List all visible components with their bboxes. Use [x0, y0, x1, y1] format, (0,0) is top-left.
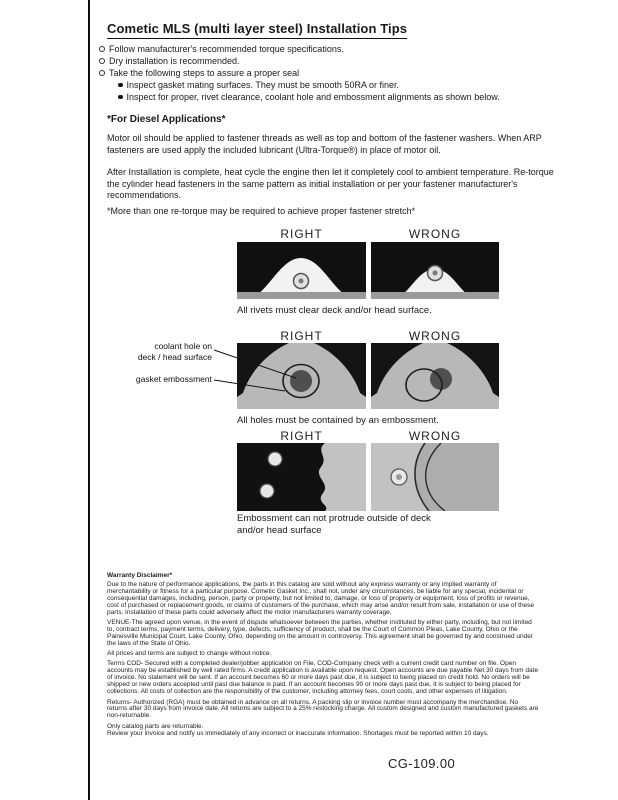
wrong-label: WRONG — [408, 227, 462, 241]
list-item — [99, 43, 500, 55]
legal-paragraph: Terms COD- Secured with a completed dealer/jobber application on File, COD-Company check with a current credit card number on file. Open accounts may be established by well rated firms. A credit application is available upon request. Open accounts are due payable Net 30 days from date of invoice. No statement will be sent. If an account becomes 60 or more days past due, it is subject to being placed on credit hold. No orders will be shipped or new orders accepted until past due balance is paid. If an account becomes 90 or more days past due, it is subject to being placed for collections. All costs of collection are the responsibility of the customer, including attorney fees, court costs, and other expenses of litigation. — [107, 660, 539, 696]
callout-text: coolant hole on — [154, 341, 212, 351]
rivet-right-diagram — [237, 242, 366, 299]
legal-paragraph: VENUE-The agreed upon venue, in the event of dispute whatsoever between the parties, whether instituted by either party, including, but not limited to, contract terms, payment terms, delivery, type, defects, sufficiency of product, shall be the Court of Common Pleas, Lake County, Ohio or the Painesville Municipal Court, Lake County, Ohio, depending on the amount in controversy. This agreement shall be governed by and construed under the laws of the State of Ohio. — [107, 618, 534, 647]
list-item — [99, 91, 500, 103]
retorque-note: *More than one re-torque may be required to achieve proper fastener stretch* — [107, 206, 416, 216]
open-bullet-icon — [99, 58, 105, 64]
open-bullet-icon — [99, 70, 105, 76]
coolant-wrong-diagram — [371, 343, 499, 409]
document-number: CG-109.00 — [388, 756, 456, 771]
legal-paragraph: All prices and terms are subject to change without notice. — [107, 650, 272, 658]
page-title: Cometic MLS (multi layer steel) Installation Tips — [107, 21, 407, 39]
right-label: RIGHT — [280, 429, 323, 443]
tip-text: Follow manufacturer's recommended torque specifications. — [109, 44, 344, 54]
embossment-wrong-diagram — [371, 443, 499, 511]
right-label: RIGHT — [280, 227, 323, 241]
bullet-icon — [118, 95, 123, 100]
legal-paragraph: Due to the nature of performance applications, the parts in this catalog are sold without any express warranty or any implied warranty of merchantability or fitness for a particular purpose. Cometic Gasket Inc., shall not, under any circumstances, be liable for any special, incidental or consequential damages, including, person, party or property, but not limited to, damage, or loss of property or equipment, loss of profits or revenue, cost of purchased or replacement goods, or claims of customers of the purchase, which may arise and/or result from sale, installation or use of these parts. Installation of these parts could adversely affect the motor manufacturers warranty coverage. — [107, 580, 535, 616]
bullet-icon — [118, 83, 123, 88]
tip-text: Inspect for proper, rivet clearance, coolant hole and embossment alignments as shown below. — [126, 92, 500, 102]
legal-paragraph: Returns- Authorized (RGA) must be obtained in advance on all returns. A packing slip or invoice number must accompany the merchandise. No returns after 30 days from invoice date. All returns are subject to a 25% restocking charge. All custom designed and custom manufactured gaskets are non-returnable. — [107, 698, 539, 720]
wrong-label: WRONG — [408, 329, 462, 343]
tip-text: Dry installation is recommended. — [109, 56, 240, 66]
installation-tips-list — [99, 43, 500, 103]
coolant-right-diagram — [237, 343, 366, 409]
coolant-hole-callout — [128, 341, 212, 362]
callout-text: deck / head surface — [137, 351, 212, 362]
list-item — [99, 67, 500, 79]
legal-paragraph: Only catalog parts are returnable. — [107, 722, 204, 730]
diesel-paragraph: Motor oil should be applied to fastener threads as well as top and bottom of the fastener washers. When ARP fasteners are used apply the included lubricant (Ultra-Torque®) in place of motor oil. — [107, 133, 542, 155]
rivet-wrong-diagram — [371, 242, 499, 299]
right-label: RIGHT — [280, 329, 323, 343]
list-item — [99, 79, 500, 91]
tip-text: Inspect gasket mating surfaces. They must be smooth 50RA or finer. — [126, 80, 399, 90]
diesel-applications-heading: *For Diesel Applications* — [107, 114, 226, 125]
embossment-right-diagram — [237, 443, 366, 511]
open-bullet-icon — [99, 46, 105, 52]
warranty-disclaimer-heading: Warranty Disclaimer* — [107, 572, 173, 579]
embossment-containment-caption: All holes must be contained by an embossment. — [237, 415, 439, 426]
embossment-protrude-caption: Embossment can not protrude outside of deck and/or head surface — [237, 513, 431, 536]
legal-paragraph: Review your invoice and notify us immediately of any incorrect or inaccurate information. Shortages must be reported within 10 days. — [107, 729, 489, 737]
tip-text: Take the following steps to assure a proper seal — [109, 68, 300, 78]
page-left-border — [88, 0, 90, 800]
rivet-caption: All rivets must clear deck and/or head surface. — [237, 305, 432, 316]
list-item — [99, 55, 500, 67]
gasket-embossment-callout: gasket embossment — [135, 374, 212, 384]
warranty-disclaimer-section — [107, 573, 539, 741]
diesel-paragraph: After Installation is complete, heat cycle the engine then let it completely cool to ambient temperature. Re-torque the cylinder head fasteners in the same pattern as initial installation or per your fastener manufacturer's recommendations. — [107, 167, 554, 200]
wrong-label: WRONG — [408, 429, 462, 443]
